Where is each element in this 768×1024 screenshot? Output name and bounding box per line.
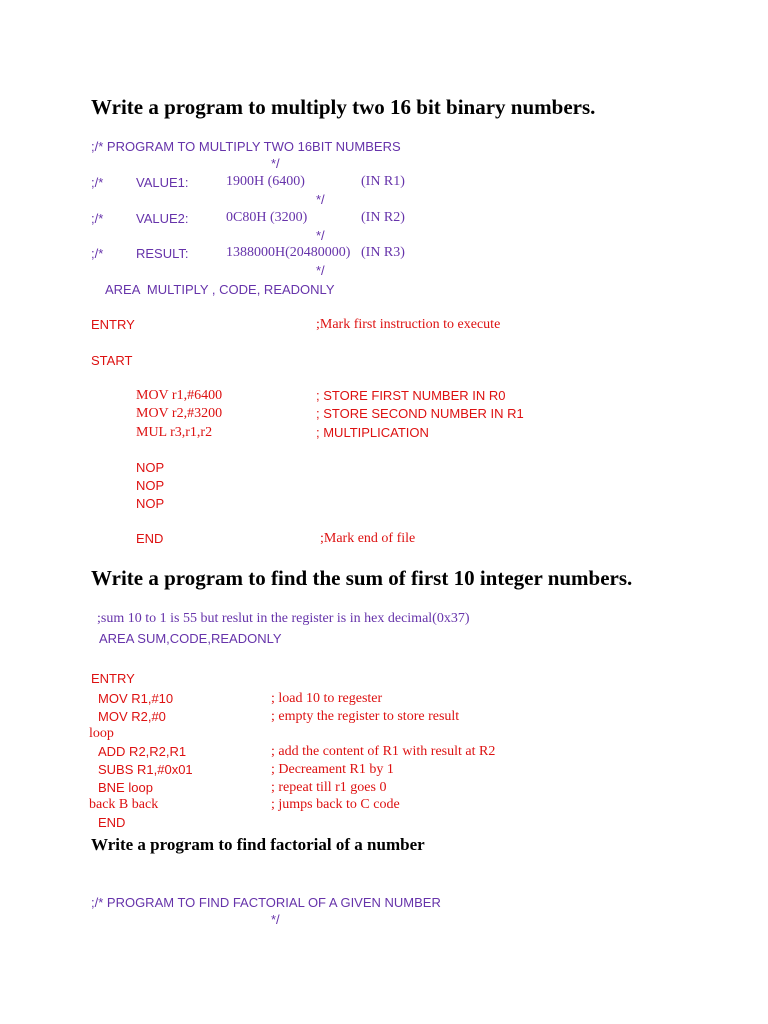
- code-line-1-comment: ; STORE FIRST NUMBER IN R0: [316, 388, 506, 403]
- section3-comment-close: */: [271, 912, 280, 927]
- sum-back-label: back B back: [89, 797, 159, 812]
- code-line-2-instr: MOV r2,#3200: [136, 406, 223, 421]
- value2-close: */: [316, 228, 325, 243]
- result-name: RESULT:: [136, 246, 189, 261]
- section3-comment-title: ;/* PROGRAM TO FIND FACTORIAL OF A GIVEN NUMBER: [91, 895, 441, 910]
- section1-end: END: [136, 531, 164, 546]
- value1-name: VALUE1:: [136, 175, 189, 190]
- value1-prefix: ;/*: [91, 175, 104, 190]
- result-close: */: [316, 263, 325, 278]
- code-line-3-instr: MUL r3,r1,r2: [136, 425, 213, 440]
- sum-loop-label: loop: [89, 726, 114, 741]
- result-reg: (IN R3): [361, 245, 405, 260]
- code-line-2-comment: ; STORE SECOND NUMBER IN R1: [316, 406, 524, 421]
- sum-line-5-comment: ; Decreament R1 by 1: [271, 762, 394, 777]
- result-prefix: ;/*: [91, 246, 104, 261]
- value2-prefix: ;/*: [91, 211, 104, 226]
- section1-comment-close: */: [271, 156, 280, 171]
- section2-entry: ENTRY: [91, 671, 135, 686]
- code-line-3-comment: ; MULTIPLICATION: [316, 425, 429, 440]
- section2-heading: Write a program to find the sum of first 10 integer numbers.: [91, 566, 633, 590]
- section1-start: START: [91, 353, 133, 368]
- code-line-1-instr: MOV r1,#6400: [136, 388, 223, 403]
- sum-line-4-comment: ; add the content of R1 with result at R2: [271, 744, 496, 759]
- section3-heading: Write a program to find factorial of a number: [91, 835, 425, 854]
- section2-comment: ;sum 10 to 1 is 55 but reslut in the register is in hex decimal(0x37): [97, 611, 470, 626]
- value1-reg: (IN R1): [361, 174, 405, 189]
- value1-val: 1900H (6400): [226, 174, 305, 189]
- value2-name: VALUE2:: [136, 211, 189, 226]
- sum-end: END: [98, 815, 126, 830]
- sum-line-5-instr: SUBS R1,#0x01: [98, 762, 193, 777]
- section2-area: AREA SUM,CODE,READONLY: [99, 631, 282, 646]
- value1-close: */: [316, 192, 325, 207]
- sum-line-1-instr: MOV R1,#10: [98, 691, 174, 706]
- sum-line-4-instr: ADD R2,R2,R1: [98, 744, 187, 759]
- nop-3: NOP: [136, 496, 165, 511]
- sum-line-7-comment: ; jumps back to C code: [271, 797, 400, 812]
- section1-heading: Write a program to multiply two 16 bit binary numbers.: [91, 95, 596, 119]
- value2-reg: (IN R2): [361, 210, 405, 225]
- section1-end-comment: ;Mark end of file: [320, 531, 416, 546]
- section1-area: AREA MULTIPLY , CODE, READONLY: [105, 282, 335, 297]
- sum-line-6-instr: BNE loop: [98, 780, 153, 795]
- section1-entry: ENTRY: [91, 317, 135, 332]
- value2-val: 0C80H (3200): [226, 210, 308, 225]
- sum-line-6-comment: ; repeat till r1 goes 0: [271, 780, 387, 795]
- section1-comment-title: ;/* PROGRAM TO MULTIPLY TWO 16BIT NUMBERS: [91, 139, 401, 154]
- nop-2: NOP: [136, 478, 165, 493]
- nop-1: NOP: [136, 460, 165, 475]
- sum-line-2-instr: MOV R2,#0: [98, 709, 166, 724]
- section1-entry-comment: ;Mark first instruction to execute: [316, 317, 501, 332]
- result-val: 1388000H(20480000): [226, 245, 351, 260]
- sum-line-1-comment: ; load 10 to regester: [271, 691, 383, 706]
- sum-line-2-comment: ; empty the register to store result: [271, 709, 460, 724]
